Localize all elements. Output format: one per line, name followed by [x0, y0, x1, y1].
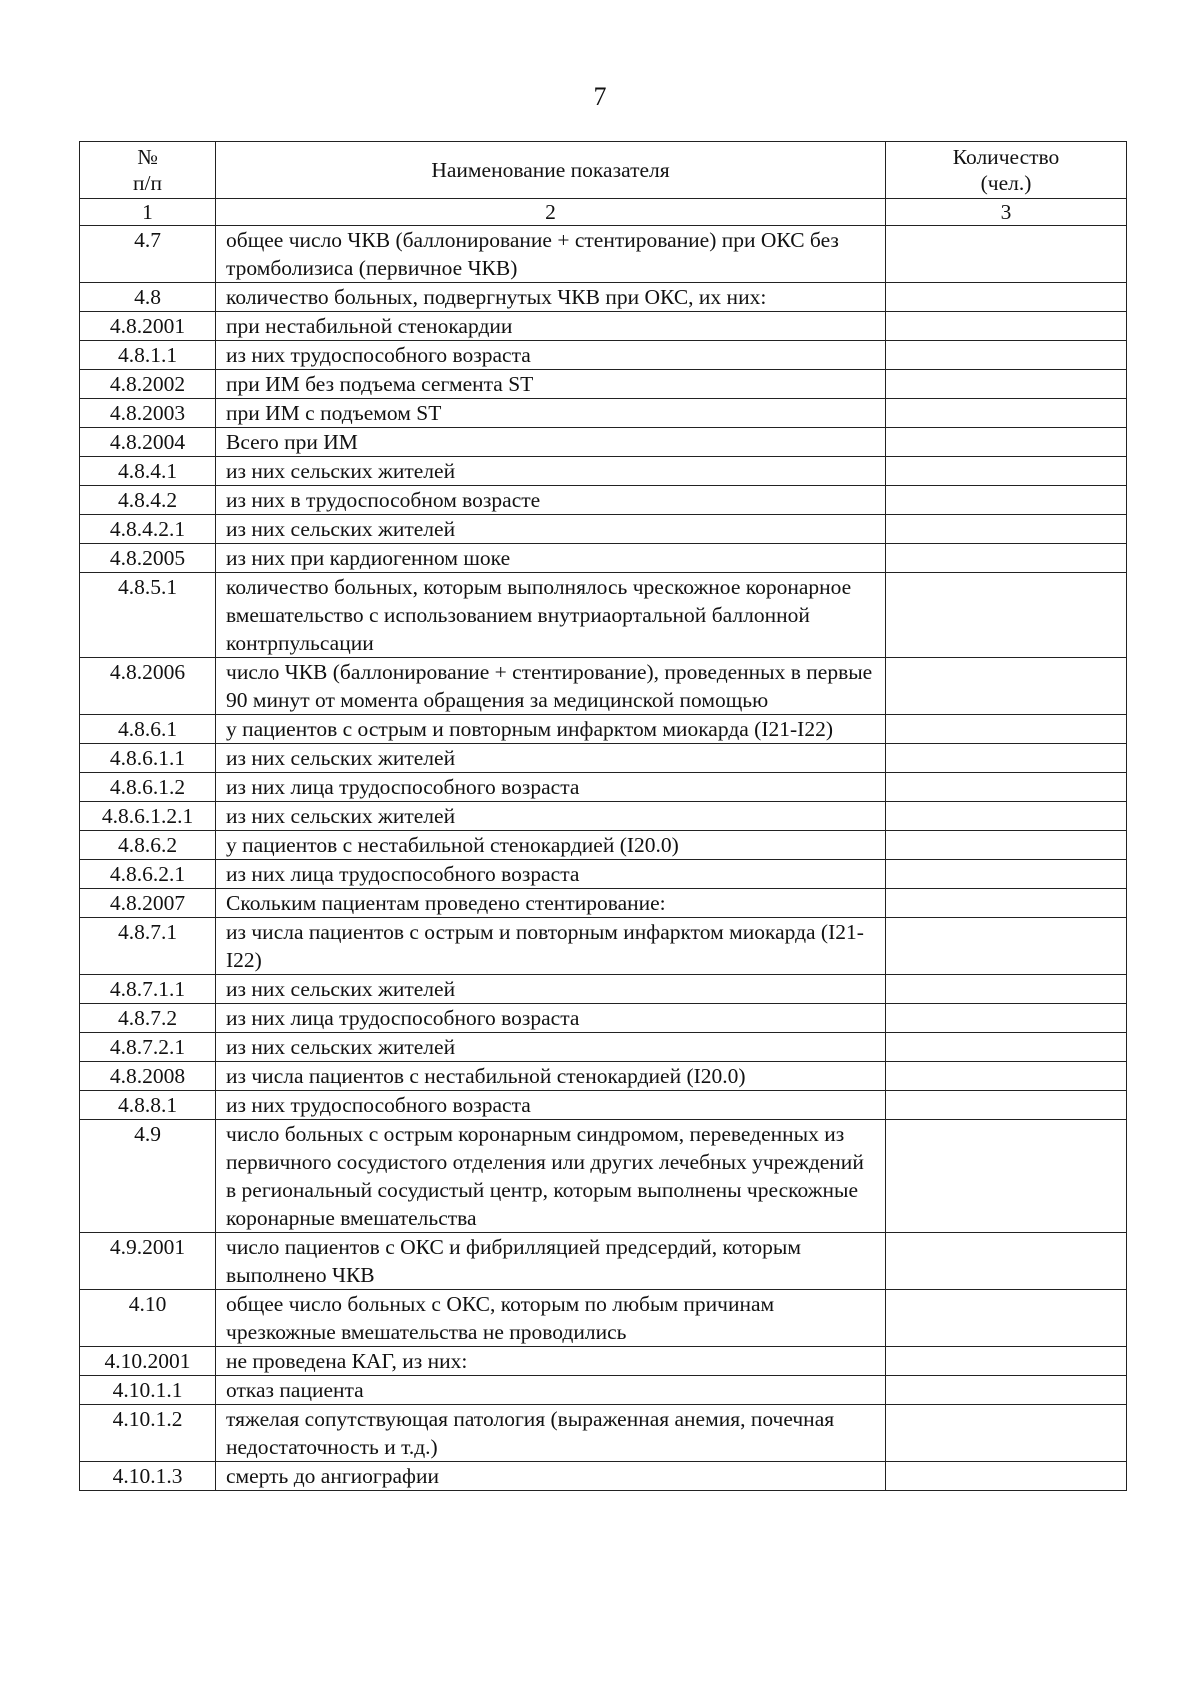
table-row	[80, 715, 1127, 744]
row-number-cell: 4.10.1.3	[80, 1462, 216, 1491]
row-number-cell: 4.8.2007	[80, 889, 216, 918]
row-number-cell: 4.8.4.2	[80, 486, 216, 515]
row-number-cell: 4.8.5.1	[80, 573, 216, 658]
row-quantity-cell[interactable]	[886, 975, 1127, 1004]
row-quantity-cell[interactable]	[886, 1004, 1127, 1033]
table-row	[80, 889, 1127, 918]
row-indicator-name-cell: из них лица трудоспособного возраста	[216, 860, 886, 889]
row-quantity-cell[interactable]	[886, 773, 1127, 802]
row-quantity-cell[interactable]	[886, 370, 1127, 399]
row-quantity-cell[interactable]	[886, 1376, 1127, 1405]
row-indicator-name-cell: отказ пациента	[216, 1376, 886, 1405]
row-indicator-name-cell: при ИМ без подъема сегмента ST	[216, 370, 886, 399]
row-quantity-cell[interactable]	[886, 715, 1127, 744]
row-number-cell: 4.8.8.1	[80, 1091, 216, 1120]
row-quantity-cell[interactable]	[886, 860, 1127, 889]
table-row	[80, 457, 1127, 486]
row-indicator-name-cell: смерть до ангиографии	[216, 1462, 886, 1491]
row-indicator-name-cell: из них сельских жителей	[216, 1033, 886, 1062]
table-row	[80, 860, 1127, 889]
table-row	[80, 312, 1127, 341]
header-indicator-name: Наименование показателя	[216, 142, 886, 199]
row-indicator-name-cell: из них сельских жителей	[216, 457, 886, 486]
table-row	[80, 226, 1127, 283]
row-indicator-name-cell: из них сельских жителей	[216, 515, 886, 544]
row-number-cell: 4.10.2001	[80, 1347, 216, 1376]
row-number-cell: 4.8.6.1.2.1	[80, 802, 216, 831]
row-number-cell: 4.9	[80, 1120, 216, 1233]
row-indicator-name-cell: у пациентов с нестабильной стенокардией (I20.0)	[216, 831, 886, 860]
row-number-cell: 4.8.1.1	[80, 341, 216, 370]
row-indicator-name-cell: тяжелая сопутствующая патология (выраженная анемия, почечная недостаточность и т.д.)	[216, 1405, 886, 1462]
row-quantity-cell[interactable]	[886, 831, 1127, 860]
row-number-cell: 4.8.6.1.2	[80, 773, 216, 802]
row-quantity-cell[interactable]	[886, 573, 1127, 658]
header-number-line1: №	[137, 145, 158, 169]
header-number-line2: п/п	[133, 171, 162, 195]
row-quantity-cell[interactable]	[886, 312, 1127, 341]
row-quantity-cell[interactable]	[886, 515, 1127, 544]
row-number-cell: 4.8.2008	[80, 1062, 216, 1091]
row-indicator-name-cell: из них лица трудоспособного возраста	[216, 1004, 886, 1033]
table-row	[80, 1120, 1127, 1233]
row-quantity-cell[interactable]	[886, 1033, 1127, 1062]
table-row	[80, 1290, 1127, 1347]
table-row	[80, 1004, 1127, 1033]
row-indicator-name-cell: из числа пациентов с острым и повторным инфарктом миокарда (I21-I22)	[216, 918, 886, 975]
row-number-cell: 4.8.7.1.1	[80, 975, 216, 1004]
row-quantity-cell[interactable]	[886, 486, 1127, 515]
table-row	[80, 515, 1127, 544]
column-index: 3	[886, 199, 1127, 226]
table-row	[80, 486, 1127, 515]
row-quantity-cell[interactable]	[886, 1290, 1127, 1347]
table-row	[80, 370, 1127, 399]
table-row	[80, 658, 1127, 715]
row-quantity-cell[interactable]	[886, 1062, 1127, 1091]
row-number-cell: 4.8.6.1	[80, 715, 216, 744]
table-row	[80, 1347, 1127, 1376]
row-indicator-name-cell: из них сельских жителей	[216, 975, 886, 1004]
table-row	[80, 399, 1127, 428]
row-number-cell: 4.8.2004	[80, 428, 216, 457]
table-header-row	[80, 142, 1127, 199]
row-indicator-name-cell: из них в трудоспособном возрасте	[216, 486, 886, 515]
table-row	[80, 544, 1127, 573]
column-index-row	[80, 199, 1127, 226]
row-indicator-name-cell: число пациентов с ОКС и фибрилляцией предсердий, которым выполнено ЧКВ	[216, 1233, 886, 1290]
row-number-cell: 4.8.2003	[80, 399, 216, 428]
row-indicator-name-cell: из них сельских жителей	[216, 802, 886, 831]
row-quantity-cell[interactable]	[886, 341, 1127, 370]
row-quantity-cell[interactable]	[886, 399, 1127, 428]
table-row	[80, 1376, 1127, 1405]
table-row	[80, 1033, 1127, 1062]
row-quantity-cell[interactable]	[886, 1405, 1127, 1462]
row-number-cell: 4.8.2002	[80, 370, 216, 399]
row-indicator-name-cell: общее число ЧКВ (баллонирование + стентирование) при ОКС без тромболизиса (первичное ЧКВ)	[216, 226, 886, 283]
row-quantity-cell[interactable]	[886, 457, 1127, 486]
table-row	[80, 1233, 1127, 1290]
table-body	[80, 226, 1127, 1491]
table-row	[80, 283, 1127, 312]
row-quantity-cell[interactable]	[886, 658, 1127, 715]
row-number-cell: 4.8.6.1.1	[80, 744, 216, 773]
row-number-cell: 4.8.2005	[80, 544, 216, 573]
row-quantity-cell[interactable]	[886, 918, 1127, 975]
column-index: 1	[80, 199, 216, 226]
indicators-table	[79, 141, 1127, 1491]
row-quantity-cell[interactable]	[886, 1120, 1127, 1233]
row-quantity-cell[interactable]	[886, 1347, 1127, 1376]
row-number-cell: 4.8.4.2.1	[80, 515, 216, 544]
row-indicator-name-cell: из них при кардиогенном шоке	[216, 544, 886, 573]
row-indicator-name-cell: из них сельских жителей	[216, 744, 886, 773]
table-row	[80, 341, 1127, 370]
row-number-cell: 4.9.2001	[80, 1233, 216, 1290]
row-quantity-cell[interactable]	[886, 1091, 1127, 1120]
row-indicator-name-cell: Всего при ИМ	[216, 428, 886, 457]
row-number-cell: 4.8.7.2.1	[80, 1033, 216, 1062]
row-indicator-name-cell: при ИМ с подъемом ST	[216, 399, 886, 428]
row-quantity-cell[interactable]	[886, 1233, 1127, 1290]
row-number-cell: 4.10.1.2	[80, 1405, 216, 1462]
header-quantity-line2: (чел.)	[980, 171, 1032, 195]
row-number-cell: 4.8.2001	[80, 312, 216, 341]
table-row	[80, 1462, 1127, 1491]
row-indicator-name-cell: количество больных, подвергнутых ЧКВ при ОКС, их них:	[216, 283, 886, 312]
header-number	[80, 142, 216, 199]
row-number-cell: 4.10.1.1	[80, 1376, 216, 1405]
table-row	[80, 744, 1127, 773]
page-number: 7	[593, 82, 607, 111]
table-row	[80, 918, 1127, 975]
row-number-cell: 4.8.6.2	[80, 831, 216, 860]
row-quantity-cell[interactable]	[886, 226, 1127, 283]
row-indicator-name-cell: из них трудоспособного возраста	[216, 1091, 886, 1120]
row-indicator-name-cell: у пациентов с острым и повторным инфарктом миокарда (I21-I22)	[216, 715, 886, 744]
row-number-cell: 4.8.7.1	[80, 918, 216, 975]
table-row	[80, 1062, 1127, 1091]
row-number-cell: 4.8.4.1	[80, 457, 216, 486]
row-quantity-cell[interactable]	[886, 744, 1127, 773]
table-row	[80, 1405, 1127, 1462]
row-number-cell: 4.7	[80, 226, 216, 283]
row-indicator-name-cell: Скольким пациентам проведено стентирование:	[216, 889, 886, 918]
table-row	[80, 1091, 1127, 1120]
row-quantity-cell[interactable]	[886, 1462, 1127, 1491]
row-number-cell: 4.8.6.2.1	[80, 860, 216, 889]
table-row	[80, 831, 1127, 860]
row-quantity-cell[interactable]	[886, 802, 1127, 831]
row-indicator-name-cell: при нестабильной стенокардии	[216, 312, 886, 341]
header-quantity-line1: Количество	[952, 145, 1060, 169]
table-row	[80, 773, 1127, 802]
row-indicator-name-cell: количество больных, которым выполнялось чрескожное коронарное вмешательство с использованием внутриаортальной баллонной контрпульсации	[216, 573, 886, 658]
row-quantity-cell[interactable]	[886, 283, 1127, 312]
row-indicator-name-cell: число ЧКВ (баллонирование + стентирование), проведенных в первые 90 минут от момента обращения за медицинской помощью	[216, 658, 886, 715]
table-row	[80, 573, 1127, 658]
row-indicator-name-cell: общее число больных с ОКС, которым по любым причинам чрезкожные вмешательства не проводились	[216, 1290, 886, 1347]
row-indicator-name-cell: из числа пациентов с нестабильной стенокардией (I20.0)	[216, 1062, 886, 1091]
table-row	[80, 975, 1127, 1004]
row-quantity-cell[interactable]	[886, 428, 1127, 457]
row-indicator-name-cell: не проведена КАГ, из них:	[216, 1347, 886, 1376]
row-number-cell: 4.8.2006	[80, 658, 216, 715]
row-number-cell: 4.10	[80, 1290, 216, 1347]
column-index: 2	[216, 199, 886, 226]
header-quantity	[886, 142, 1127, 199]
table-row	[80, 428, 1127, 457]
row-quantity-cell[interactable]	[886, 889, 1127, 918]
row-number-cell: 4.8.7.2	[80, 1004, 216, 1033]
table-row	[80, 802, 1127, 831]
row-indicator-name-cell: из них трудоспособного возраста	[216, 341, 886, 370]
row-quantity-cell[interactable]	[886, 544, 1127, 573]
row-number-cell: 4.8	[80, 283, 216, 312]
row-indicator-name-cell: число больных с острым коронарным синдромом, переведенных из первичного сосудистого отделения или других лечебных учреждений в региональный сосудистый центр, которым выполнены чрескожные коронарные вмешательства	[216, 1120, 886, 1233]
row-indicator-name-cell: из них лица трудоспособного возраста	[216, 773, 886, 802]
